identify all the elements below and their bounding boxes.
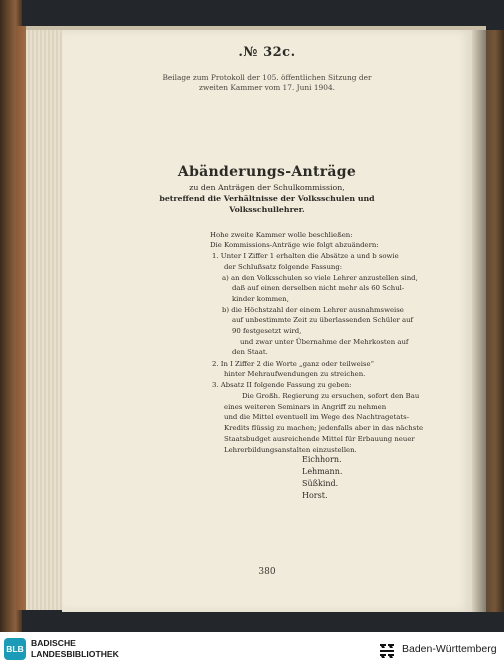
signature-2: Lehmann. bbox=[302, 467, 343, 476]
document-page bbox=[62, 30, 472, 612]
signature-3: Süßkind. bbox=[302, 479, 339, 488]
library-name-line-1: BADISCHE bbox=[31, 638, 76, 648]
supplement-line-1: Beilage zum Protokoll der 105. öffentlichen Sitzung der bbox=[162, 73, 372, 82]
body-line: Staatsbudget ausreichende Mittel für Erbauung neuer bbox=[224, 435, 415, 443]
document-subtitle: zu den Anträgen der Schulkommission, bbox=[189, 183, 345, 192]
body-line: Lehrerbildungsanstalten einzustellen. bbox=[224, 446, 357, 454]
body-line: eines weiteren Seminars in Angriff zu nehmen bbox=[224, 403, 387, 411]
footer-bar bbox=[0, 632, 504, 667]
signature-1: Eichhorn. bbox=[302, 455, 342, 464]
body-line: und die Mittel eventuell im Wege des Nachtragetats- bbox=[224, 413, 410, 421]
body-line: b) die Höchstzahl der einem Lehrer ausnahmsweise bbox=[222, 306, 404, 314]
document-subject-line-1: betreffend die Verhältnisse der Volksschulen und bbox=[159, 194, 375, 203]
document-number: .№ 32c. bbox=[238, 45, 296, 60]
document-title: Abänderungs-Anträge bbox=[177, 164, 357, 180]
body-line: Die Kommissions-Anträge wie folgt abzuändern: bbox=[210, 241, 379, 249]
body-line: a) an den Volksschulen so viele Lehrer anzustellen sind, bbox=[222, 274, 418, 282]
body-line: auf unbestimmte Zeit zu überlassenden Schüler auf bbox=[232, 316, 414, 324]
state-name[interactable]: Baden-Württemberg bbox=[402, 643, 497, 655]
library-name[interactable] bbox=[31, 638, 119, 660]
signature-4: Horst. bbox=[302, 491, 328, 500]
blb-logo[interactable]: BLB bbox=[4, 638, 26, 660]
body-line: 2. In I Ziffer 2 die Worte „ganz oder teilweise“ bbox=[212, 360, 375, 368]
body-line: hinter Mehraufwendungen zu streichen. bbox=[224, 370, 366, 378]
book-cover-right bbox=[486, 30, 504, 612]
document-subject-line-2: Volksschullehrer. bbox=[229, 205, 305, 214]
body-line: 1. Unter I Ziffer 1 erhalten die Absätze a und b sowie bbox=[212, 252, 399, 260]
body-line: kinder kommen, bbox=[232, 295, 289, 303]
page-number: 380 bbox=[258, 567, 276, 577]
body-line: Kredits flüssig zu machen; jedenfalls aber in das nächste bbox=[224, 424, 424, 432]
body-line: der Schlußsatz folgende Fassung: bbox=[224, 263, 343, 271]
page-stack-edges bbox=[26, 30, 64, 610]
body-line: 3. Absatz II folgende Fassung zu geben: bbox=[212, 381, 352, 389]
baden-wuerttemberg-lions-icon bbox=[377, 640, 397, 660]
body-line: und zwar unter Übernahme der Mehrkosten auf bbox=[240, 338, 409, 346]
body-line: 90 festgesetzt wird, bbox=[232, 327, 302, 335]
supplement-line-2: zweiten Kammer vom 17. Juni 1904. bbox=[198, 83, 336, 92]
body-line: Die Großh. Regierung zu ersuchen, sofort den Bau bbox=[242, 392, 420, 400]
body-line: daß auf einen derselben nicht mehr als 60 Schul- bbox=[232, 284, 405, 292]
library-name-line-2: LANDESBIBLIOTHEK bbox=[31, 649, 119, 659]
body-line: Hohe zweite Kammer wolle beschließen: bbox=[210, 231, 353, 239]
body-line: den Staat. bbox=[232, 348, 268, 356]
